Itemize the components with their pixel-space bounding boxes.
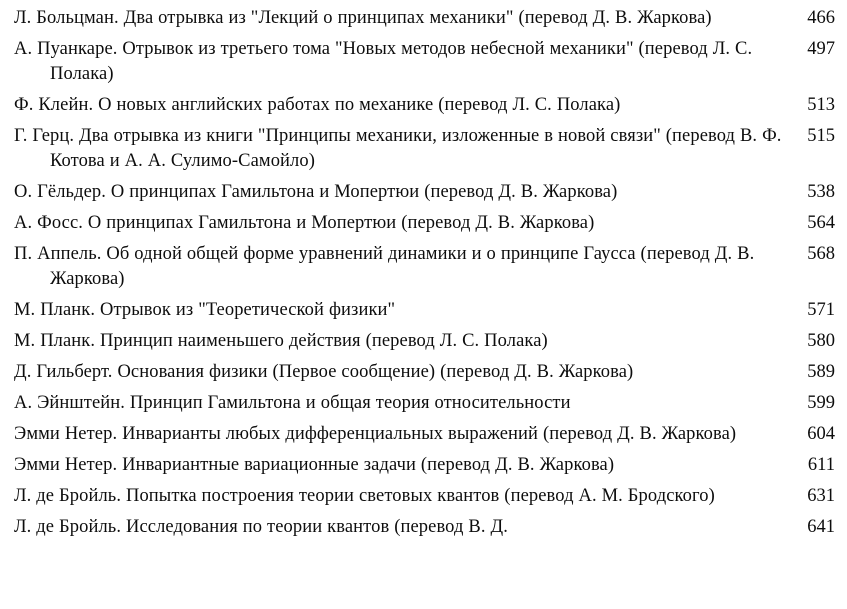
toc-entry[interactable] <box>0 453 847 478</box>
toc-entry-title: А. Эйнштейн. Принцип Гамильтона и общая теория относительности <box>14 393 571 413</box>
toc-entry-page-number: 580 <box>807 331 835 351</box>
toc-entry-title: М. Планк. Принцип наименьшего действия (перевод Л. С. Полака) <box>14 331 548 351</box>
toc-entry-title: Л. Больцман. Два отрывка из "Лекций о принципах механики" (перевод Д. В. Жаркова) <box>14 8 712 28</box>
toc-entry-title: А. Фосс. О принципах Гамильтона и Мопертюи (перевод Д. В. Жаркова) <box>14 213 595 233</box>
toc-entry[interactable] <box>0 298 847 323</box>
toc-entry[interactable] <box>0 484 847 509</box>
toc-entry-title: Ф. Клейн. О новых английских работах по механике (перевод Л. С. Полака) <box>14 95 621 115</box>
toc-entry-title: Л. де Бройль. Исследования по теории квантов (перевод В. Д. <box>14 517 508 537</box>
toc-entry-title: П. Аппель. Об одной общей форме уравнений динамики и о принципе Гаусса (перевод Д. В. Жаркова) <box>14 244 755 289</box>
toc-entry[interactable] <box>0 37 847 87</box>
toc-entry[interactable] <box>0 329 847 354</box>
toc-entry-page-number: 631 <box>807 486 835 506</box>
toc-entry-page-number: 466 <box>807 8 835 28</box>
toc-entry[interactable] <box>0 180 847 205</box>
toc-entry-title: Д. Гильберт. Основания физики (Первое сообщение) (перевод Д. В. Жаркова) <box>14 362 634 382</box>
toc-entry[interactable] <box>0 242 847 292</box>
toc-entry-page-number: 611 <box>807 455 835 475</box>
toc-entry-title: Эмми Нетер. Инварианты любых дифференциальных выражений (перевод Д. В. Жаркова) <box>14 424 737 444</box>
toc-entry-title: А. Пуанкаре. Отрывок из третьего тома "Новых методов небесной механики" (перевод Л. С. Полака) <box>14 39 753 84</box>
toc-entry-page-number: 599 <box>807 393 835 413</box>
toc-entry-page-number: 564 <box>807 213 835 233</box>
toc-entry[interactable] <box>0 211 847 236</box>
toc-entry-page-number: 641 <box>807 517 835 537</box>
toc-entry-page-number: 515 <box>807 126 835 146</box>
toc-entry-title: О. Гёльдер. О принципах Гамильтона и Мопертюи (перевод Д. В. Жаркова) <box>14 182 618 202</box>
toc-entry-page-number: 497 <box>807 39 835 59</box>
toc-entry[interactable] <box>0 360 847 385</box>
toc-entry[interactable] <box>0 515 847 540</box>
toc-entry-page-number: 589 <box>807 362 835 382</box>
toc-entry-title: М. Планк. Отрывок из "Теоретической физики" <box>14 300 396 320</box>
toc-entry[interactable] <box>0 124 847 174</box>
toc-entry-page-number: 568 <box>807 244 835 264</box>
toc-entry[interactable] <box>0 6 847 31</box>
toc-entry[interactable] <box>0 391 847 416</box>
toc-entry-title: Л. де Бройль. Попытка построения теории световых квантов (перевод А. М. Бродского) <box>14 486 715 506</box>
toc-entry-page-number: 571 <box>807 300 835 320</box>
toc-entry-page-number: 604 <box>807 424 835 444</box>
toc-entry-page-number: 538 <box>807 182 835 202</box>
toc-entry-title: Г. Герц. Два отрывка из книги "Принципы механики, изложенные в новой связи" (перевод В. Ф. Котова и А. А. Сулимо-Самойло) <box>14 126 782 171</box>
toc-entry[interactable] <box>0 93 847 118</box>
toc-entry-page-number: 513 <box>807 95 835 115</box>
toc-entry[interactable] <box>0 422 847 447</box>
toc-entry-title: Эмми Нетер. Инвариантные вариационные задачи (перевод Д. В. Жаркова) <box>14 455 615 475</box>
